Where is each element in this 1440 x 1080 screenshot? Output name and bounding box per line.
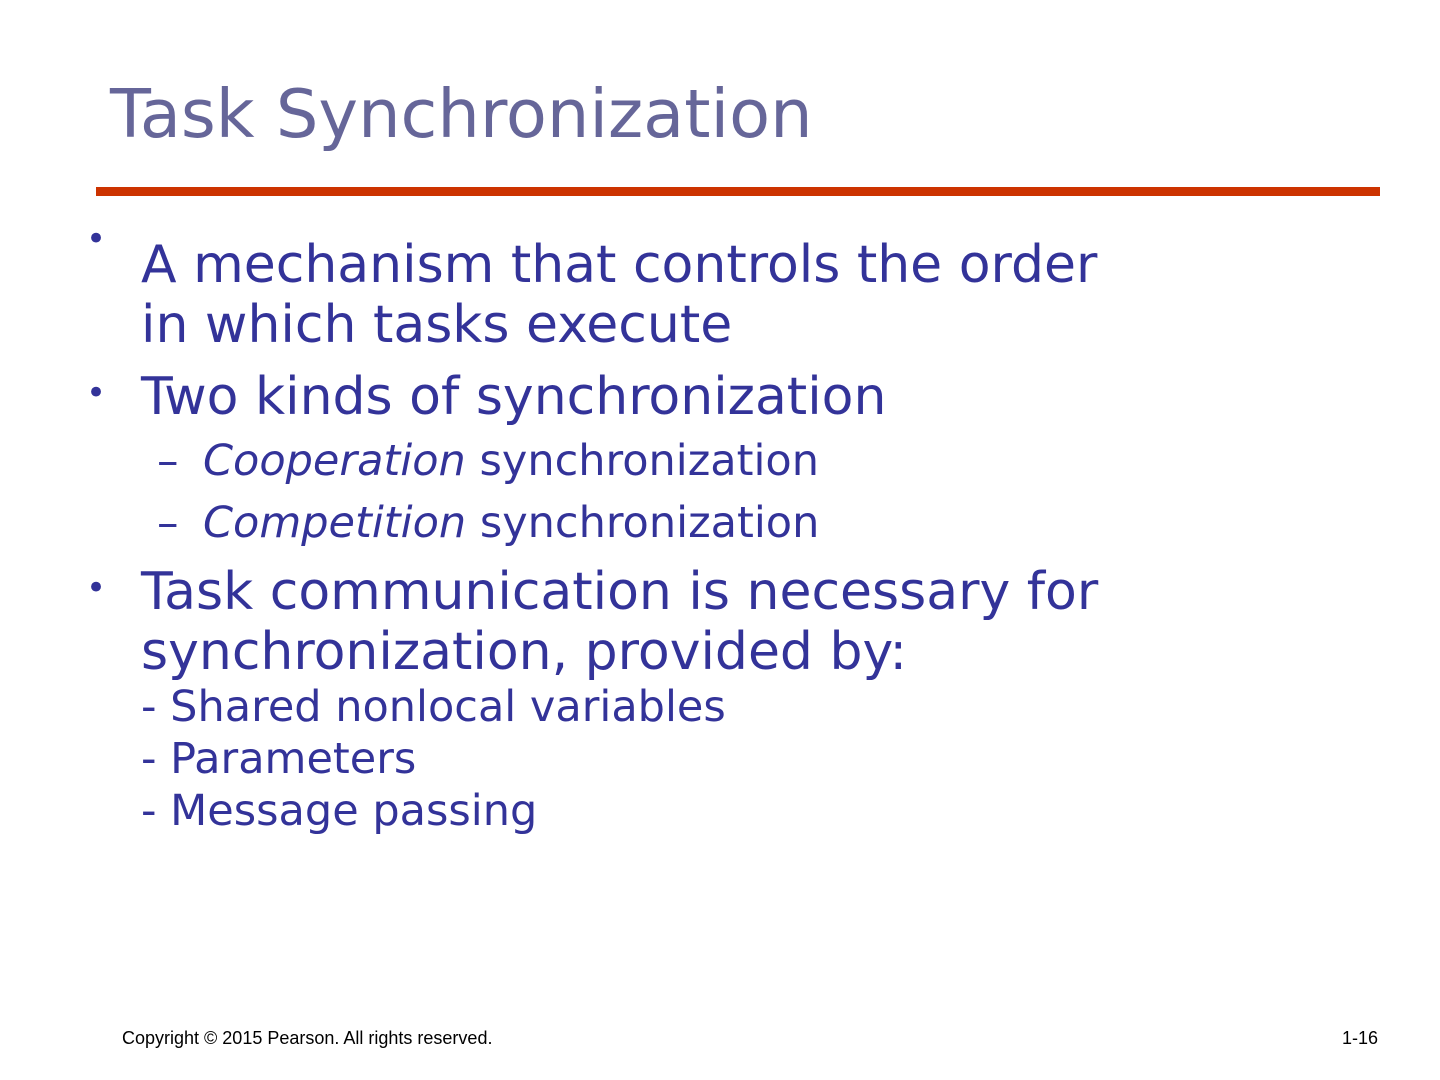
slide-title: Task Synchronization [110,75,813,153]
sub-item-text: synchronization [465,436,819,486]
sub-item-cooperation [157,435,819,487]
sub-item-text: synchronization [466,498,820,548]
bullet-1-line-2: in which tasks execute [141,295,733,355]
footer-copyright: Copyright © 2015 Pearson. All rights reserved. [122,1028,493,1048]
sub-item-emphasis: Competition [203,498,467,548]
dash-marker: – [157,436,179,486]
list-item-parameters: - Parameters [141,734,417,784]
bullet-2-line-1: Two kinds of synchronization [141,367,887,427]
title-divider [96,187,1380,196]
bullet-marker: • [86,373,107,413]
bullet-1-line-1: A mechanism that controls the order [141,235,1098,295]
list-item-message-passing: - Message passing [141,786,538,836]
bullet-marker: • [86,219,107,259]
sub-item-emphasis: Cooperation [203,436,466,486]
sub-item-competition [157,497,819,549]
dash-marker: – [157,498,179,548]
list-item-shared-variables: - Shared nonlocal variables [141,682,726,732]
footer-page-number: 1-16 [1341,1028,1378,1048]
bullet-marker: • [86,568,107,608]
bullet-3-line-1: Task communication is necessary for [141,562,1099,622]
bullet-3-line-2: synchronization, provided by: [141,622,907,682]
